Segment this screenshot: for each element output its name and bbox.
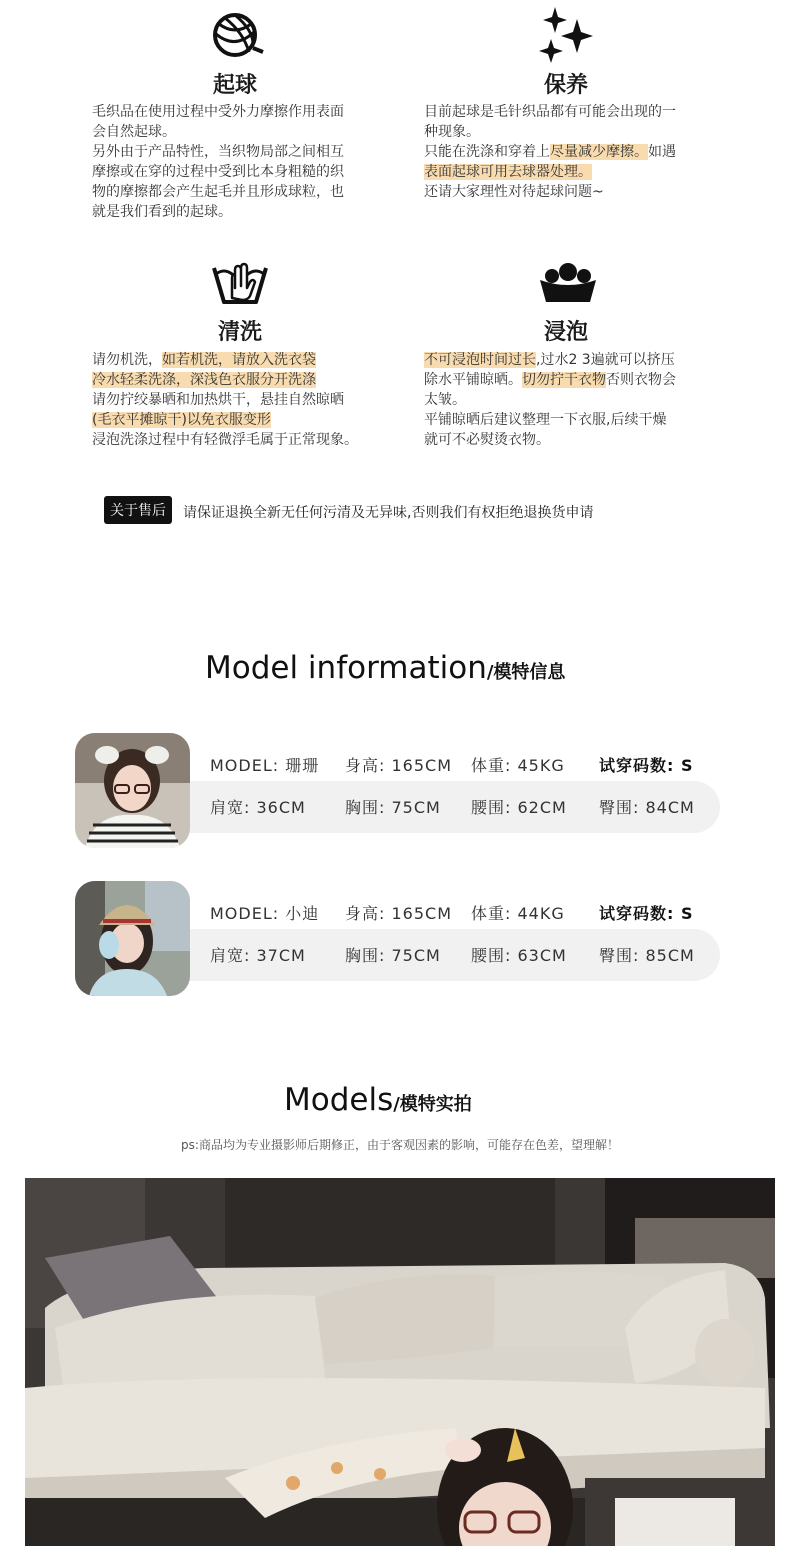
soaking-line: 平铺晾晒后建议整理一下衣服,后续干燥	[424, 412, 667, 428]
model-waist: 腰围: 62CM	[471, 798, 567, 817]
pilling-text	[92, 102, 392, 222]
models-subtitle: /模特实拍	[393, 1094, 472, 1115]
yarn-ball-icon	[205, 10, 265, 70]
highlight-span: 尽量减少摩擦。	[550, 144, 648, 160]
model-height: 身高: 165CM	[345, 904, 452, 923]
highlight-span: 表面起球可用去球器处理。	[424, 164, 592, 180]
model-weight: 体重: 45KG	[471, 756, 565, 775]
model-card	[75, 881, 720, 1001]
model-waist: 腰围: 63CM	[471, 946, 567, 965]
model-hip: 臀围: 85CM	[599, 946, 695, 965]
maintenance-text	[424, 102, 724, 202]
pilling-line: 会自然起球。	[92, 124, 176, 140]
pilling-line: 另外由于产品特性，当织物局部之间相互	[92, 144, 344, 160]
pilling-title: 起球	[212, 73, 257, 98]
color-disclaimer: ps:商品均为专业摄影师后期修正，由于客观因素的影响，可能存在色差，望理解！	[181, 1138, 619, 1152]
maintenance-line: 还请大家理性对待起球问题~	[424, 184, 604, 200]
text-span: 如遇	[648, 144, 676, 160]
model-bust: 胸围: 75CM	[345, 798, 441, 817]
model-info-title: Model information	[205, 650, 487, 686]
hand-wash-icon	[210, 258, 270, 318]
highlight-span: 冷水轻柔洗涤，深浅色衣服分开洗涤	[92, 372, 316, 388]
after-sales-text: 请保证退换全新无任何污清及无异味,否则我们有权拒绝退换货申请	[183, 505, 594, 521]
soaking-line	[424, 370, 724, 390]
model-info-heading	[205, 650, 565, 686]
model-photo-large	[25, 1178, 775, 1546]
maintenance-line: 目前起球是毛针织品都有可能会出现的一	[424, 104, 676, 120]
model-name: MODEL: 珊珊	[210, 756, 320, 775]
model-photo	[75, 881, 190, 996]
model-height: 身高: 165CM	[345, 756, 452, 775]
soaking-line: 太皱。	[424, 392, 466, 408]
pilling-line: 毛织品在使用过程中受外力摩擦作用表面	[92, 104, 344, 120]
model-card	[75, 733, 720, 853]
highlight-span: 切勿拧干衣物	[522, 372, 606, 388]
maintenance-line	[424, 162, 724, 182]
models-title: Models	[284, 1082, 394, 1118]
model-info-subtitle: /模特信息	[486, 662, 566, 683]
highlight-span: 如若机洗，请放入洗衣袋	[162, 352, 316, 368]
text-span: 请勿机洗，	[92, 352, 162, 368]
soaking-text	[424, 350, 724, 450]
maintenance-line	[424, 142, 724, 162]
models-heading	[284, 1082, 472, 1118]
soaking-line	[424, 350, 724, 370]
model-name: MODEL: 小迪	[210, 904, 320, 923]
model-size: 试穿码数: S	[599, 756, 694, 775]
model-shoulder: 肩宽: 36CM	[210, 798, 306, 817]
washing-line	[92, 350, 402, 370]
model-size: 试穿码数: S	[599, 904, 694, 923]
maintenance-title: 保养	[543, 73, 588, 98]
model-bust: 胸围: 75CM	[345, 946, 441, 965]
washing-title: 清洗	[217, 320, 262, 345]
washing-line	[92, 410, 402, 430]
model-shoulder: 肩宽: 37CM	[210, 946, 306, 965]
washing-line: 请勿拧绞暴晒和加热烘干，悬挂自然晾晒	[92, 392, 344, 408]
model-photo	[75, 733, 190, 848]
soak-basin-icon	[538, 262, 598, 322]
text-span: 否则衣物会	[606, 372, 676, 388]
pilling-line: 物的摩擦都会产生起毛并且形成球粒，也	[92, 184, 344, 200]
highlight-span: 不可浸泡时间过长	[424, 352, 536, 368]
maintenance-line: 种现象。	[424, 124, 480, 140]
text-span: 除水平铺晾晒。	[424, 372, 522, 388]
after-sales-tag: 关于售后	[104, 496, 172, 524]
washing-text	[92, 350, 402, 450]
text-span: 只能在洗涤和穿着上	[424, 144, 550, 160]
highlight-span: (毛衣平摊晾干)以免衣服变形	[92, 412, 271, 428]
text-span: ,过水2 3遍就可以挤压	[536, 352, 675, 368]
pilling-line: 就是我们看到的起球。	[92, 204, 232, 220]
soaking-line: 就可不必熨烫衣物。	[424, 432, 550, 448]
washing-line: 浸泡洗涤过程中有轻微浮毛属于正常现象。	[92, 432, 358, 448]
soaking-title: 浸泡	[543, 320, 588, 345]
washing-line	[92, 370, 402, 390]
pilling-line: 摩擦或在穿的过程中受到比本身粗糙的织	[92, 164, 344, 180]
sparkles-icon	[537, 5, 597, 65]
model-weight: 体重: 44KG	[471, 904, 565, 923]
model-hip: 臀围: 84CM	[599, 798, 695, 817]
